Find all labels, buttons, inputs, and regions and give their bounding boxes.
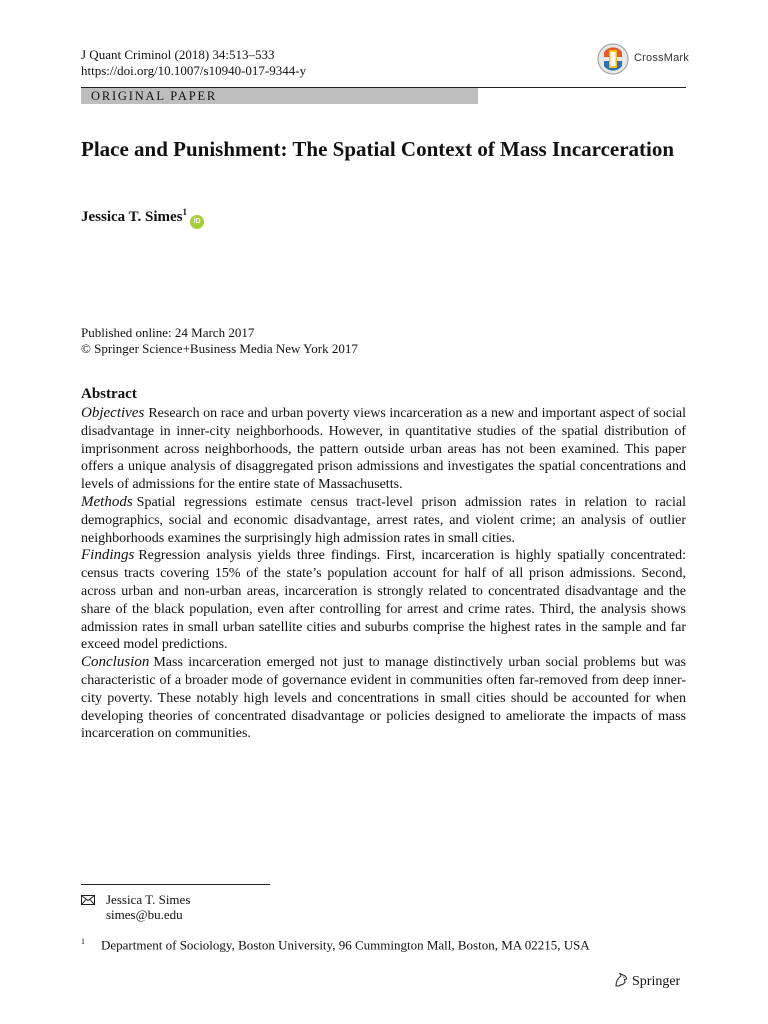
springer-horse-icon (613, 972, 629, 988)
orcid-icon[interactable]: iD (190, 215, 204, 229)
author-name: Jessica T. Simes (81, 209, 183, 225)
abstract-text: Regression analysis yields three findings. First, incarceration is highly spatially concentrated: census tracts covering 15% of the state’s population account for half of all prison admissions. Second, across urban and non-urban areas, incarceration is strongly related to concentrated disadvantage and the share of the black population, even after controlling for arrest and crime rates. Third, the analysis shows admission rates in small urban satellite cities and suburbs comprise the highest rates in the sample and far exceed model predictions. (81, 548, 686, 653)
crossmark-badge[interactable] (597, 43, 697, 75)
abstract-label: Findings (81, 547, 135, 564)
abstract-heading: Abstract (81, 386, 137, 402)
article-title: Place and Punishment: The Spatial Context of Mass Incarceration (81, 137, 675, 161)
publication-info (81, 325, 358, 357)
section-label: ORIGINAL PAPER (91, 89, 218, 103)
published-date: Published online: 24 March 2017 (81, 325, 255, 340)
doi-link[interactable]: https://doi.org/10.1007/s10940-017-9344-y (81, 63, 307, 78)
abstract-text: Spatial regressions estimate census tract-level prison admission rates in relation to racial demographics, social and economic disadvantage, arrest rates, and violent crime; an analysis of outlier neighborhoods examines the surprisingly high admission rates in small cities. (81, 494, 686, 546)
abstract-conclusion (81, 654, 686, 743)
copyright-line: © Springer Science+Business Media New York 2017 (81, 341, 358, 356)
affiliation (81, 934, 590, 953)
corresponding-name: Jessica T. Simes (106, 892, 191, 907)
author-line (81, 207, 204, 229)
abstract-label: Methods (81, 493, 133, 510)
footnote-rule (81, 884, 270, 885)
abstract-text: Mass incarceration emerged not just to manage distinctively urban social problems but was characteristic of a broader mode of governance evident in communities often far-removed from deep inner-city poverty. These notably high levels and concentrations in small cities should be accounted for when developing theories of concentrated disadvantage or policies designed to ameliorate the impacts of mass incarceration on communities. (81, 655, 686, 742)
crossmark-icon (597, 43, 629, 75)
abstract-text: Research on race and urban poverty views incarceration as a new and important aspect of social disadvantage in inner-city neighborhoods. However, in quantitative studies of the spatial distribution of imprisonment across neighborhoods, the pattern outside urban areas has not been examined. This paper offers a unique analysis of disaggregated prison admissions and investigates the spatial concentrations and levels of admissions for the entire state of Massachusetts. (81, 406, 686, 493)
affiliation-text: Department of Sociology, Boston University, 96 Cummington Mall, Boston, MA 02215, USA (101, 937, 590, 953)
abstract-label: Objectives (81, 405, 145, 421)
corresponding-email[interactable]: simes@bu.edu (106, 907, 183, 922)
abstract-body (81, 405, 686, 743)
abstract-methods (81, 494, 686, 547)
abstract-findings (81, 547, 686, 654)
abstract-label: Conclusion (81, 654, 150, 671)
envelope-icon (81, 895, 95, 905)
abstract-objectives (81, 405, 686, 494)
crossmark-label: CrossMark (634, 52, 689, 64)
affiliation-number: 1 (81, 937, 85, 946)
author-affil-marker: 1 (182, 207, 188, 217)
journal-citation: J Quant Criminol (2018) 34:513–533 (81, 47, 275, 62)
publisher-name: Springer (632, 974, 681, 989)
journal-header (81, 47, 306, 79)
publisher-logo (613, 972, 680, 990)
